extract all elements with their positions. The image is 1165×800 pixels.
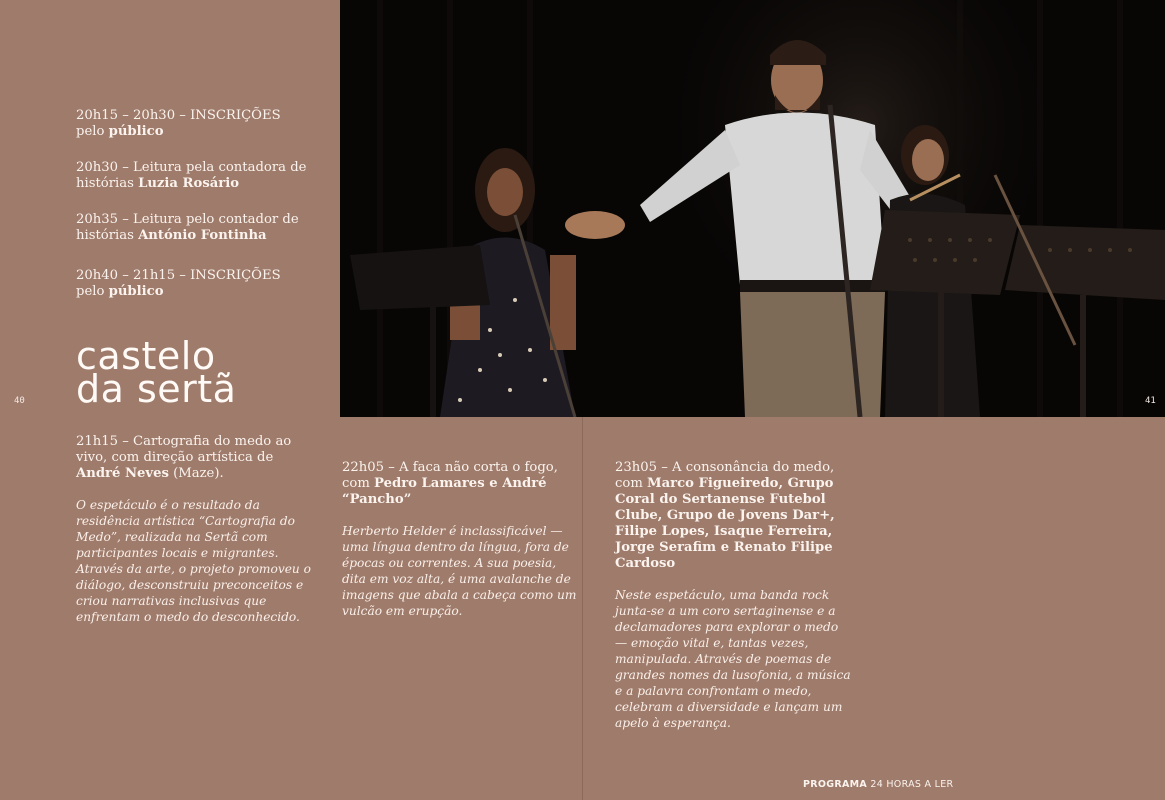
venue-title: castelo da sertã [76, 334, 237, 411]
performance-photo [340, 0, 1165, 417]
schedule-item: 20h35 – Leitura pelo contador de histórias António Fontinha [76, 212, 299, 243]
schedule-item: 20h15 – 20h30 – INSCRIÇÕES pelo público [76, 108, 281, 139]
schedule-item: 20h30 – Leitura pela contadora de histórias Luzia Rosário [76, 160, 307, 191]
page-number-right: 41 [1145, 396, 1156, 406]
event-2-description: Herberto Helder é inclassificável — uma língua dentro da língua, fora de épocas ou correntes. A sua poesia, dita em voz alta, é uma avalanche de imagens que abala a cabeça como um vulcão em erupção. [342, 524, 577, 618]
event-1-description: O espetáculo é o resultado da residência artística “Cartografia do Medo”, realizada na Sertã com participantes locais e migrantes. Através da arte, o projeto promoveu o diálogo, desconstruiu preconceitos e criou narrativas inclusivas que enfrentam o medo do desconhecido. [76, 498, 311, 624]
event-3-description: Neste espetáculo, uma banda rock junta-se a um coro sertaginense e a declamadores para explorar o medo — emoção vital e, tantas vezes, manipulada. Através de poemas de grandes nomes da lusofonia, a música e a palavra confrontam o medo, celebram a diversidade e lançam um apelo à esperança. [615, 588, 851, 730]
event-3-title: 23h05 – A consonância do medo, com Marco Figueiredo, Grupo Coral do Sertanense Futebol Clube, Grupo de Jovens Dar+, Filipe Lopes, Isaque Ferreira, Jorge Serafim e Renato Filipe Cardoso [615, 460, 835, 571]
schedule-item: 20h40 – 21h15 – INSCRIÇÕES pelo público [76, 268, 281, 299]
event-1-title: 21h15 – Cartografia do medo ao vivo, com direção artística de André Neves (Maze). [76, 434, 292, 481]
footer-running-title: PROGRAMA 24 HORAS A LER [803, 779, 954, 790]
page-number-left: 40 [14, 396, 25, 406]
event-2-title: 22h05 – A faca não corta o fogo, com Pedro Lamares e André “Pancho” [342, 460, 558, 507]
